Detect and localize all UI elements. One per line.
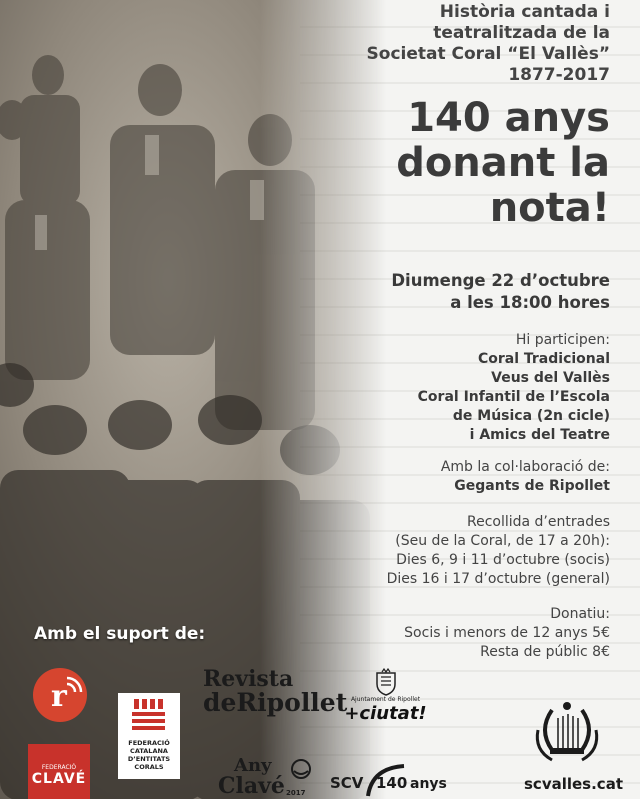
clave-fed-label: FEDERACIÓ <box>41 764 77 771</box>
participant: de Música (2n cicle) <box>452 408 610 424</box>
tickets-line: (Seu de la Coral, de 17 a 20h): <box>395 533 610 549</box>
time-line: a les 18:00 hores <box>450 293 610 312</box>
headline <box>396 96 610 231</box>
tickets-block <box>387 513 610 589</box>
scv-anys: anys <box>410 776 447 792</box>
participant: Veus del Vallès <box>491 370 610 386</box>
tickets-line: Recollida d’entrades <box>466 514 610 530</box>
participant: Coral Infantil de l’Escola <box>417 389 610 405</box>
headline-line: nota! <box>489 185 610 231</box>
scv-number: 140 <box>376 774 408 792</box>
fcec-line: CATALANA <box>130 747 168 755</box>
ajuntament-name: Ajuntament de Ripollet <box>350 696 421 703</box>
ajuntament-ripollet-logo <box>343 668 428 738</box>
revista-word: Revista <box>203 666 294 692</box>
fcec-line: CORALS <box>134 763 164 771</box>
donation-block <box>404 605 610 662</box>
collaboration-block <box>441 458 610 496</box>
event-date <box>391 270 610 314</box>
date-line: Diumenge 22 d’octubre <box>391 271 610 290</box>
ripollet-word: deRipollet <box>203 688 348 717</box>
lyre-emblem-icon <box>532 700 602 766</box>
collaborator: Gegants de Ripollet <box>454 478 610 494</box>
donation-line: Socis i menors de 12 anys 5€ <box>404 625 610 641</box>
headline-line: donant la <box>396 140 610 186</box>
title-line: Història cantada i <box>439 2 610 22</box>
clave-portrait-icon <box>288 757 314 787</box>
coat-of-arms-icon <box>374 668 398 696</box>
participants-label: Hi participen: <box>515 332 610 348</box>
fcec-logo <box>118 693 180 779</box>
any-clave-year: 2017 <box>286 789 306 797</box>
website-url: scvalles.cat <box>524 775 623 793</box>
donation-line: Resta de públic 8€ <box>480 644 610 660</box>
donation-label: Donatiu: <box>550 606 610 622</box>
support-label: Amb el suport de: <box>34 624 206 644</box>
clave-word: Clavé <box>218 773 285 799</box>
participant: Coral Tradicional <box>477 351 610 367</box>
clave-fed-name: CLAVÉ <box>31 771 87 787</box>
title-line: teatralitzada de la <box>433 23 610 43</box>
headline-line: 140 anys <box>407 95 610 141</box>
scv-140-logo <box>330 762 450 798</box>
collaboration-label: Amb la col·laboració de: <box>440 459 610 475</box>
any-word: Any <box>234 755 272 776</box>
title-years: 1877-2017 <box>508 65 610 85</box>
tickets-line: Dies 6, 9 i 11 d’octubre (socis) <box>396 552 610 568</box>
revista-ripollet-logo <box>203 668 347 716</box>
any-clave-logo <box>218 755 318 799</box>
title-line: Societat Coral “El Vallès” <box>366 44 610 64</box>
fcec-line: D’ENTITATS <box>127 755 171 763</box>
participants-block <box>418 331 610 445</box>
tickets-line: Dies 16 i 17 d’octubre (general) <box>386 571 610 587</box>
fcec-line: FEDERACIÓ <box>128 739 170 747</box>
event-title <box>367 2 610 86</box>
participant: i Amics del Teatre <box>469 427 610 443</box>
fcec-emblem-icon <box>118 693 180 735</box>
radio-ripollet-logo <box>33 668 87 722</box>
svg-text:r: r <box>51 679 67 714</box>
radio-icon <box>33 668 87 722</box>
scv-word: SCV <box>330 774 364 792</box>
federacio-clave-logo <box>28 744 90 799</box>
ciutat-slogan: +ciutat! <box>344 703 427 724</box>
